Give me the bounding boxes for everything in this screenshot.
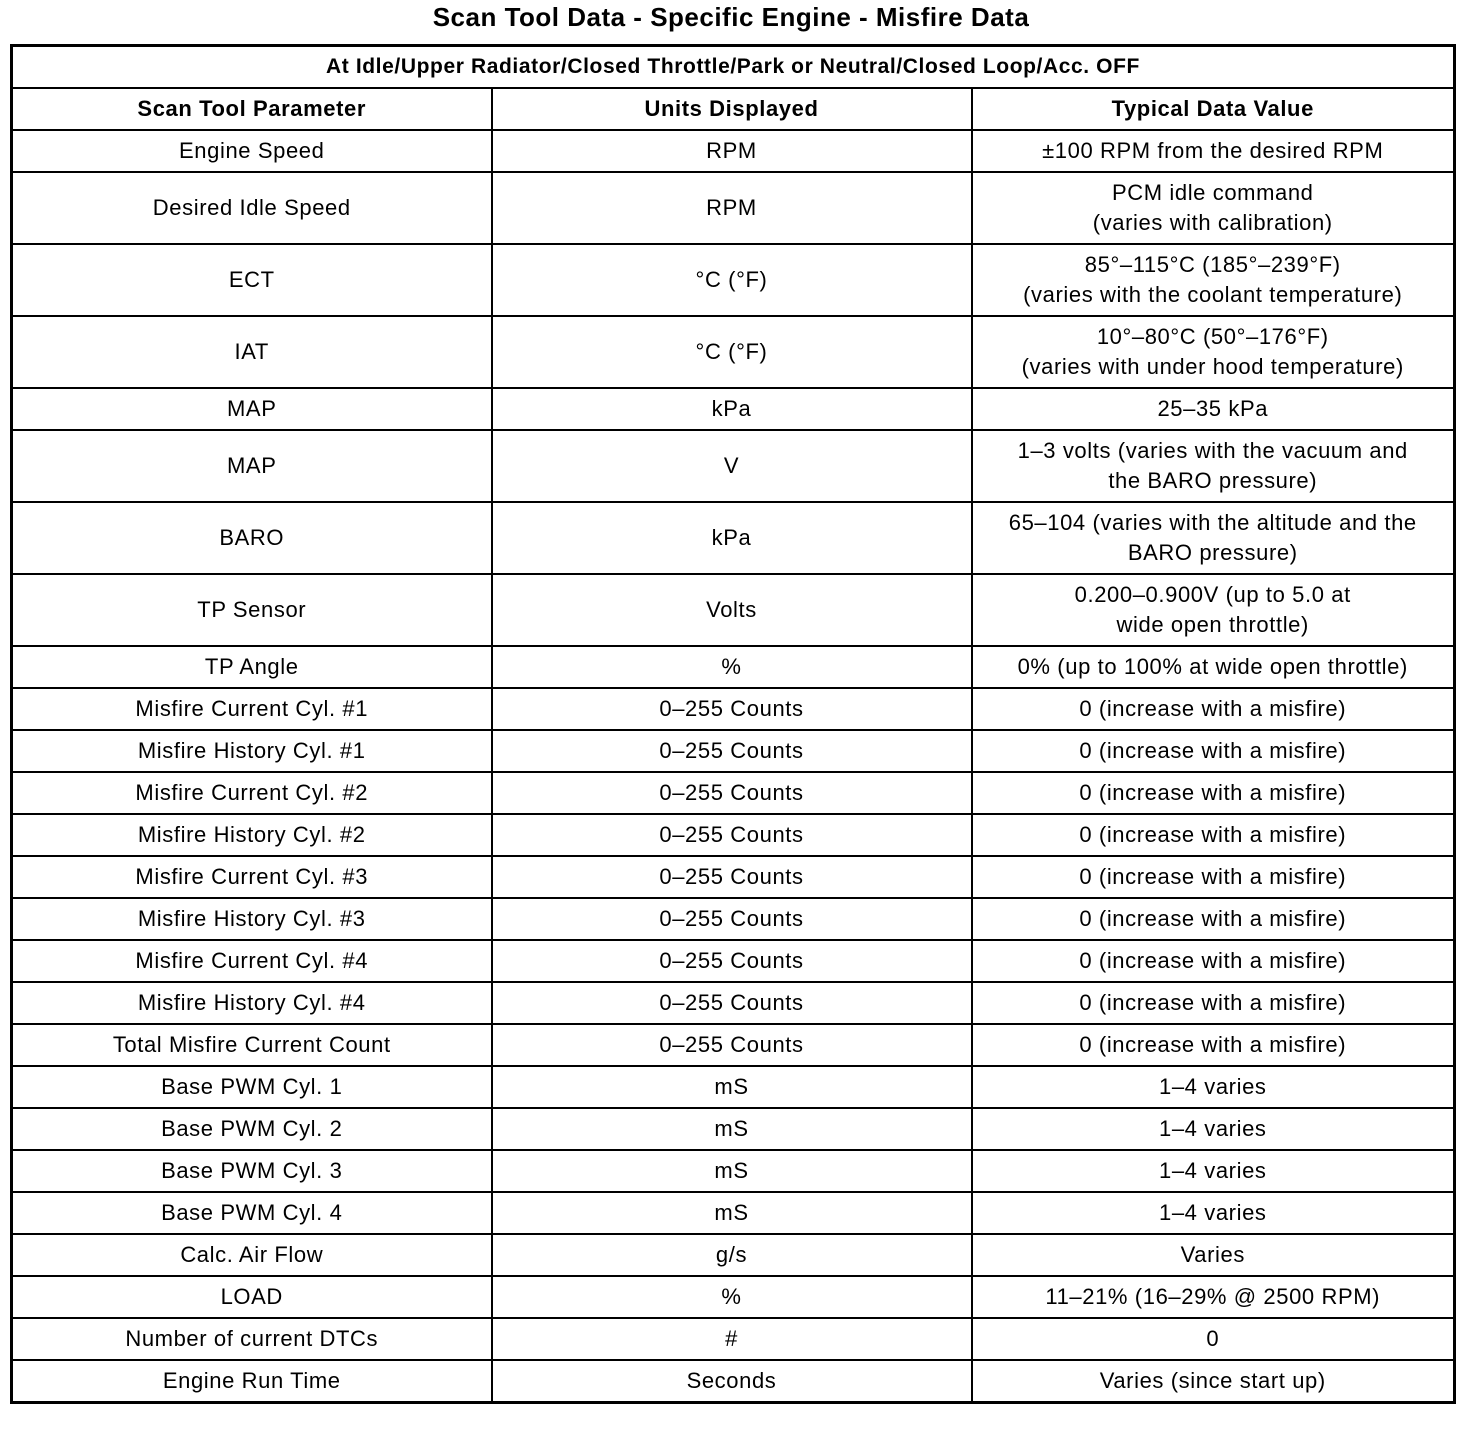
typical-value-cell (972, 1066, 1455, 1108)
typical-value-line: 1–3 volts (varies with the vacuum and (1017, 438, 1408, 463)
units-cell: % (492, 1276, 972, 1318)
typical-value-line: (varies with under hood temperature) (1021, 354, 1404, 379)
table-row (12, 1066, 1455, 1108)
typical-value-cell (972, 688, 1455, 730)
typical-value-line: 0 (increase with a misfire) (1079, 696, 1347, 721)
units-cell: # (492, 1318, 972, 1360)
parameter-cell: Misfire Current Cyl. #4 (12, 940, 492, 982)
units-cell: 0–255 Counts (492, 898, 972, 940)
table-row (12, 856, 1455, 898)
table-row (12, 688, 1455, 730)
typical-value-line: 1–4 varies (1159, 1074, 1267, 1099)
typical-value-cell (972, 982, 1455, 1024)
table-row (12, 130, 1455, 172)
units-cell: mS (492, 1066, 972, 1108)
parameter-cell: IAT (12, 316, 492, 388)
typical-value-cell (972, 1192, 1455, 1234)
units-cell: 0–255 Counts (492, 1024, 972, 1066)
parameter-cell: LOAD (12, 1276, 492, 1318)
units-cell: 0–255 Counts (492, 772, 972, 814)
units-cell: 0–255 Counts (492, 982, 972, 1024)
typical-value-cell (972, 898, 1455, 940)
units-cell: 0–255 Counts (492, 940, 972, 982)
parameter-cell: ECT (12, 244, 492, 316)
units-cell: 0–255 Counts (492, 688, 972, 730)
typical-value-line: 0.200–0.900V (up to 5.0 at (1074, 582, 1351, 607)
typical-value-cell (972, 1360, 1455, 1403)
typical-value-cell (972, 1318, 1455, 1360)
typical-value-line: 0 (increase with a misfire) (1079, 990, 1347, 1015)
typical-value-cell (972, 814, 1455, 856)
units-cell: 0–255 Counts (492, 856, 972, 898)
parameter-cell: MAP (12, 430, 492, 502)
parameter-cell: Misfire History Cyl. #1 (12, 730, 492, 772)
typical-value-line: (varies with the coolant temperature) (1023, 282, 1403, 307)
typical-value-cell (972, 316, 1455, 388)
parameter-cell: Misfire Current Cyl. #3 (12, 856, 492, 898)
typical-value-line: 1–4 varies (1159, 1200, 1267, 1225)
typical-value-cell (972, 940, 1455, 982)
typical-value-line: 10°–80°C (50°–176°F) (1096, 324, 1329, 349)
typical-value-line: PCM idle command (1111, 180, 1314, 205)
parameter-cell: Misfire History Cyl. #2 (12, 814, 492, 856)
typical-value-cell (972, 772, 1455, 814)
column-header-units: Units Displayed (492, 88, 972, 130)
typical-value-line: 0 (increase with a misfire) (1079, 948, 1347, 973)
units-cell: RPM (492, 172, 972, 244)
typical-value-cell (972, 130, 1455, 172)
typical-value-cell (972, 646, 1455, 688)
typical-value-line: 65–104 (varies with the altitude and the (1008, 510, 1417, 535)
parameter-cell: Base PWM Cyl. 1 (12, 1066, 492, 1108)
typical-value-line: BARO pressure) (1127, 540, 1298, 565)
parameter-cell: Desired Idle Speed (12, 172, 492, 244)
units-cell: Volts (492, 574, 972, 646)
table-row (12, 316, 1455, 388)
table-row (12, 1318, 1455, 1360)
parameter-cell: Calc. Air Flow (12, 1234, 492, 1276)
typical-value-cell (972, 388, 1455, 430)
typical-value-line: 0 (1206, 1326, 1220, 1351)
table-row (12, 940, 1455, 982)
table-row (12, 574, 1455, 646)
parameter-cell: Base PWM Cyl. 3 (12, 1150, 492, 1192)
typical-value-line: 0 (increase with a misfire) (1079, 1032, 1347, 1057)
parameter-cell: MAP (12, 388, 492, 430)
units-cell: mS (492, 1108, 972, 1150)
parameter-cell: Number of current DTCs (12, 1318, 492, 1360)
units-cell: g/s (492, 1234, 972, 1276)
typical-value-cell (972, 1234, 1455, 1276)
scan-tool-data-table (10, 44, 1456, 1404)
typical-value-line: (varies with calibration) (1092, 210, 1333, 235)
table-row (12, 244, 1455, 316)
typical-value-line: 11–21% (16–29% @ 2500 RPM) (1045, 1284, 1381, 1309)
parameter-cell: Misfire Current Cyl. #2 (12, 772, 492, 814)
units-cell: kPa (492, 502, 972, 574)
typical-value-line: ±100 RPM from the desired RPM (1042, 138, 1384, 163)
typical-value-cell (972, 856, 1455, 898)
parameter-cell: Engine Speed (12, 130, 492, 172)
conditions-header: At Idle/Upper Radiator/Closed Throttle/Park or Neutral/Closed Loop/Acc. OFF (12, 46, 1455, 89)
table-row (12, 730, 1455, 772)
typical-value-cell (972, 574, 1455, 646)
parameter-cell: Misfire History Cyl. #4 (12, 982, 492, 1024)
parameter-cell: TP Sensor (12, 574, 492, 646)
typical-value-line: 0 (increase with a misfire) (1079, 738, 1347, 763)
parameter-cell: Base PWM Cyl. 4 (12, 1192, 492, 1234)
column-header-row (12, 88, 1455, 130)
typical-value-line: 1–4 varies (1159, 1116, 1267, 1141)
parameter-cell: Total Misfire Current Count (12, 1024, 492, 1066)
document-title: Scan Tool Data - Specific Engine - Misfire Data (432, 2, 1030, 32)
units-cell: mS (492, 1150, 972, 1192)
parameter-cell: Misfire History Cyl. #3 (12, 898, 492, 940)
typical-value-line: 0 (increase with a misfire) (1079, 906, 1347, 931)
column-header-value: Typical Data Value (972, 88, 1455, 130)
table-row (12, 814, 1455, 856)
typical-value-cell (972, 244, 1455, 316)
typical-value-line: the BARO pressure) (1108, 468, 1318, 493)
units-cell: kPa (492, 388, 972, 430)
parameter-cell: Base PWM Cyl. 2 (12, 1108, 492, 1150)
table-row (12, 172, 1455, 244)
table-row (12, 1150, 1455, 1192)
typical-value-line: Varies (since start up) (1099, 1368, 1326, 1393)
units-cell: RPM (492, 130, 972, 172)
parameter-cell: Engine Run Time (12, 1360, 492, 1403)
typical-value-line: 25–35 kPa (1157, 396, 1269, 421)
parameter-cell: BARO (12, 502, 492, 574)
units-cell: mS (492, 1192, 972, 1234)
table-row (12, 1108, 1455, 1150)
units-cell: °C (°F) (492, 244, 972, 316)
conditions-row (12, 46, 1455, 89)
units-cell: % (492, 646, 972, 688)
units-cell: °C (°F) (492, 316, 972, 388)
typical-value-cell (972, 1276, 1455, 1318)
typical-value-line: 85°–115°C (185°–239°F) (1084, 252, 1341, 277)
typical-value-cell (972, 1108, 1455, 1150)
parameter-cell: Misfire Current Cyl. #1 (12, 688, 492, 730)
typical-value-line: 1–4 varies (1159, 1158, 1267, 1183)
table-row (12, 982, 1455, 1024)
units-cell: 0–255 Counts (492, 814, 972, 856)
table-row (12, 1024, 1455, 1066)
column-header-parameter: Scan Tool Parameter (12, 88, 492, 130)
typical-value-cell (972, 430, 1455, 502)
typical-value-line: 0 (increase with a misfire) (1079, 822, 1347, 847)
typical-value-cell (972, 502, 1455, 574)
table-row (12, 1276, 1455, 1318)
typical-value-line: wide open throttle) (1116, 612, 1309, 637)
table-row (12, 502, 1455, 574)
typical-value-cell (972, 1150, 1455, 1192)
units-cell: 0–255 Counts (492, 730, 972, 772)
table-row (12, 1360, 1455, 1403)
table-row (12, 388, 1455, 430)
table-row (12, 430, 1455, 502)
units-cell: V (492, 430, 972, 502)
units-cell: Seconds (492, 1360, 972, 1403)
table-row (12, 772, 1455, 814)
typical-value-cell (972, 172, 1455, 244)
parameter-cell: TP Angle (12, 646, 492, 688)
typical-value-line: 0 (increase with a misfire) (1079, 780, 1347, 805)
table-row (12, 1234, 1455, 1276)
typical-value-line: 0 (increase with a misfire) (1079, 864, 1347, 889)
table-row (12, 1192, 1455, 1234)
table-row (12, 646, 1455, 688)
typical-value-line: 0% (up to 100% at wide open throttle) (1017, 654, 1408, 679)
typical-value-cell (972, 730, 1455, 772)
typical-value-cell (972, 1024, 1455, 1066)
typical-value-line: Varies (1180, 1242, 1245, 1267)
table-row (12, 898, 1455, 940)
